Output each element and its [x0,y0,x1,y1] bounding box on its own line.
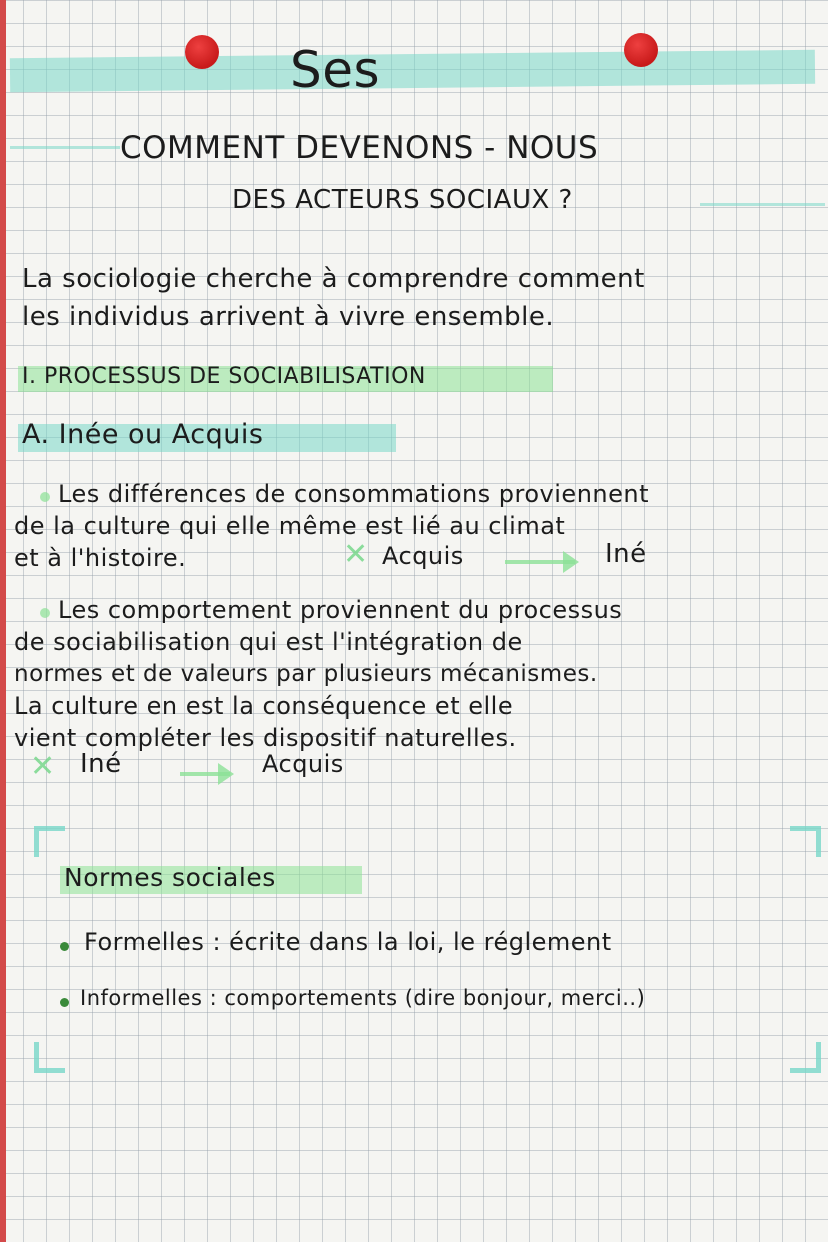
cross-mark-icon: ✕ [343,537,369,572]
subject-title: Ses [290,41,381,99]
cross-mark-icon: ✕ [30,749,56,784]
page-title-line2: DES ACTEURS SOCIAUX ? [232,185,573,215]
para1-line-2: de la culture qui elle même est lié au climat [14,512,566,540]
arrow-right-icon [180,772,230,776]
normes-item-formelles: Formelles : écrite dans la loi, le réglement [84,928,612,956]
list-bullet-icon [60,942,69,951]
subsection-title: A. Inée ou Acquis [22,419,264,450]
para2-line-4: La culture en est la conséquence et elle [14,692,514,720]
page-margin-line [0,0,6,1242]
title-underline-left [10,146,120,149]
para1-line-1: Les différences de consommations proviennent [58,480,650,508]
pin-left-icon [185,35,219,69]
normes-title: Normes sociales [64,863,276,892]
para2-label-to: Acquis [262,750,344,778]
para1-label-from: Acquis [382,542,464,570]
pin-right-icon [624,33,658,67]
frame-corner-bottom-right [790,1042,821,1073]
intro-line-2: les individus arrivent à vivre ensemble. [22,302,555,332]
title-underline-right [700,203,825,206]
para2-line-1: Les comportement proviennent du processus [58,596,623,624]
frame-corner-top-left [34,826,65,857]
para2-line-2: de sociabilisation qui est l'intégration de [14,628,523,656]
paragraph-bullet-icon [40,608,50,618]
section-title: I. PROCESSUS DE SOCIABILISATION [22,364,426,389]
para1-line-3: et à l'histoire. [14,544,187,572]
arrow-right-icon [505,560,575,564]
header-highlight-band [10,50,815,92]
paragraph-bullet-icon [40,492,50,502]
frame-corner-top-right [790,826,821,857]
para2-label-from: Iné [80,749,122,779]
frame-corner-bottom-left [34,1042,65,1073]
para2-line-3: normes et de valeurs par plusieurs mécanismes. [14,661,598,687]
normes-item-informelles: Informelles : comportements (dire bonjour, merci..) [80,986,646,1010]
page-title-line1: COMMENT DEVENONS - NOUS [120,130,599,166]
para2-line-5: vient compléter les dispositif naturelles. [14,724,517,752]
para1-label-to: Iné [605,539,647,569]
intro-line-1: La sociologie cherche à comprendre comment [22,264,645,294]
list-bullet-icon [60,998,69,1007]
